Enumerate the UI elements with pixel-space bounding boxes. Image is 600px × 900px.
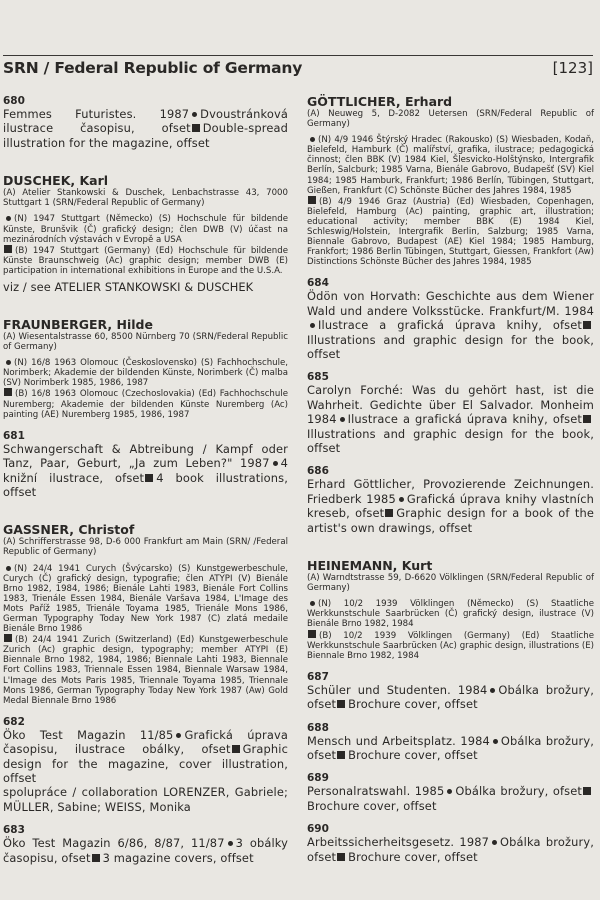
- entry-description: Carolyn Forché: Was du gehört hast, ist die Wahrheit. Gedichte über El Salvador. Monheim 1984 Ilustrace a grafická úprava knihy, ofsetIllustrations and graphic design for the book, offset: [307, 383, 594, 456]
- artist-duschek: [3, 174, 288, 294]
- english-square-icon: [308, 630, 316, 638]
- artist-bio-english: (B) 10/2 1939 Völklingen (Germany) (Ed) Staatliche Werkkunstschule Saarbrücken (Ac) graphic design, illustrations (E) Biennale Brno 1982, 1984: [307, 630, 594, 661]
- english-square-icon: [337, 700, 345, 708]
- left-column: [3, 95, 288, 865]
- entry-number: 687: [307, 670, 329, 683]
- artist-bio-czech: (N) 10/2 1939 Völklingen (Německo) (S) Staatliche Werkkunstschule Saarbrücken (Č) grafický design, ilustrace (V) Bienále Brno 1982, 1984: [307, 599, 594, 630]
- czech-bullet-icon: [310, 137, 315, 142]
- page-number: [123]: [552, 59, 593, 77]
- czech-bullet-icon: [176, 733, 181, 738]
- czech-bullet-icon: [492, 840, 497, 845]
- artist-address: (A) Neuweg 5, D-2082 Uetersen (SRN/Federal Republic of Germany): [307, 109, 594, 130]
- czech-bullet-icon: [340, 417, 345, 422]
- entry-description: Schüler und Studenten. 1984 Obálka brožury, ofset Brochure cover, offset: [307, 682, 595, 712]
- english-square-icon: [583, 787, 591, 795]
- entry-number: 688: [307, 721, 329, 734]
- artist-fraunberger: [3, 318, 288, 420]
- artist-bio-czech: (N) 16/8 1963 Olomouc (Československo) (S) Fachhochschule, Norimberk; Akademie der bildenden Künste, Norimberk (Č) malba (SV) Norimberk 1985, 1986, 1987: [3, 358, 288, 389]
- entry-description: Ödön von Horvath: Geschichte aus dem Wiener Wald und andere Volksstücke. Frankfurt/M. 1984Ilustrace a grafická úprava knihy, ofsetIllustrations and graphic design for the book, offset: [307, 289, 594, 362]
- section-title: SRN / Federal Republic of Germany: [3, 59, 303, 77]
- artist-bio-english: (B) 16/8 1963 Olomouc (Czechoslovakia) (Ed) Fachhochschule Nuremberg; Akademie der bildenden Künste Nuremberg (Ac) painting (AE) Nuremberg 1985, 1986, 1987: [3, 389, 288, 420]
- czech-bullet-icon: [273, 461, 278, 466]
- entry-690: [307, 823, 594, 864]
- artist-name: GASSNER, Christof: [3, 522, 135, 538]
- artist-name: FRAUNBERGER, Hilde: [3, 316, 153, 332]
- english-square-icon: [337, 853, 345, 861]
- entry-683: [3, 824, 288, 865]
- page-header: [3, 59, 593, 77]
- czech-bullet-icon: [399, 497, 404, 502]
- entry-number: 686: [307, 465, 329, 478]
- artist-address: (A) Wiesentalstrasse 60, 8500 Nürnberg 70 (SRN/Federal Republic of Germany): [3, 331, 288, 353]
- entry-number: 680: [3, 95, 25, 107]
- english-square-icon: [337, 751, 345, 759]
- artist-bio-czech: (N) 4/9 1946 Štýrský Hradec (Rakousko) (S) Wiesbaden, Kodaň, Bielefeld, Hamburk (Č) malířství, grafika, ilustrace; pedagogická činnost; člen BBK (V) 1984 Kiel, Šlesvicko-Holštýnsko, Intergrafik Berlín, Salcburk; 1985 Varna, Bienále Gabrovo, Budapešť (SV) Kiel 1984; 1985 Hamburk, Frankfurt; 1986 Berlín, Tübingen, Stuttgart, Gießen, Frankfurt (C) Schönste Bücher des Jahres 1984, 1985: [307, 135, 594, 196]
- entry-description: Femmes Futuristes. 1987 Dvoustránková ilustrace časopisu, ofset Double-spread illustration for the magazine, offset: [3, 107, 288, 150]
- entry-description: Personalratswahl. 1985 Obálka brožury, ofsetBrochure cover, offset: [307, 784, 594, 813]
- entry-description: Öko Test Magazin 6/86, 8/87, 11/87 3 obálky časopisu, ofset 3 magazine covers, offset: [3, 836, 288, 865]
- czech-bullet-icon: [228, 841, 233, 846]
- artist-address: (A) Atelier Stankowski & Duschek, Lenbachstrasse 43, 7000 Stuttgart 1 (SRN/Federal Republic of Germany): [3, 188, 288, 209]
- czech-bullet-icon: [310, 323, 315, 328]
- entry-680: [3, 95, 288, 150]
- entry-description: Öko Test Magazin 11/85 Grafická úprava časopisu, ilustrace obálky, ofset Graphic design for the magazine, cover illustration, offset: [3, 727, 288, 786]
- czech-bullet-icon: [493, 739, 498, 744]
- english-square-icon: [232, 745, 240, 753]
- english-square-icon: [4, 388, 12, 396]
- artist-name: HEINEMANN, Kurt: [307, 558, 433, 574]
- artist-gassner: [3, 523, 288, 706]
- czech-bullet-icon: [490, 688, 495, 693]
- artist-heinemann: [307, 559, 594, 661]
- artist-address: (A) Warndtstrasse 59, D-6620 Völklingen (SRN/Federal Republic of Germany): [307, 573, 594, 594]
- entry-description: Schwangerschaft & Abtreibung / Kampf oder Tanz, Paar, Geburt, „Ja zum Leben?" 1987 4 knižní ilustrace, ofset 4 book illustrations, offset: [3, 441, 288, 499]
- entry-686: [307, 465, 594, 535]
- czech-bullet-icon: [310, 601, 315, 606]
- english-square-icon: [192, 124, 200, 132]
- entry-number: 683: [3, 824, 25, 837]
- entry-number: 685: [307, 371, 329, 384]
- artist-gottlicher: [307, 95, 594, 267]
- artist-bio-english: (B) 1947 Stuttgart (Germany) (Ed) Hochschule für bildende Künste Braunschweig (Ac) graphic design; member DWB (E) participation in international exhibitions in Europe and the U.S.A.: [3, 245, 288, 276]
- english-square-icon: [308, 196, 316, 204]
- entry-685: [307, 371, 594, 455]
- english-square-icon: [4, 245, 12, 253]
- entry-number: 690: [307, 823, 329, 836]
- entry-682: [3, 716, 288, 814]
- english-square-icon: [583, 321, 591, 329]
- artist-bio-czech: (N) 24/4 1941 Curych (Švýcarsko) (S) Kunstgewerbeschule, Curych (Č) grafický design, typografie; člen ATYPI (V) Bienále Brno 1982, 1984, 1986; Bienále Lahti 1983, Bienále Fort Collins 1983, Trienále Essen 1984, Bienále Varšava 1984, L'Image des Mots Paříž 1985, Trienále Toyama 1985, Trienále Mons 1986, German Typography Today New York 1987 (C) zlatá medaile Bienále Brno 1986: [3, 563, 288, 635]
- header-rule: [3, 55, 593, 56]
- entry-681: [3, 430, 288, 500]
- english-square-icon: [145, 474, 153, 482]
- entry-687: [307, 671, 594, 712]
- entry-description: Mensch und Arbeitsplatz. 1984 Obálka brožury, ofset Brochure cover, offset: [307, 733, 595, 763]
- entry-number: 681: [3, 429, 25, 442]
- artist-name: GÖTTLICHER, Erhard: [307, 94, 453, 109]
- artist-bio-english: (B) 4/9 1946 Graz (Austria) (Ed) Wiesbaden, Copenhagen, Bielefeld, Hamburg (Ac) painting, graphic art, illustration; educational activity; member BBK (E) 1984 Kiel, Schleswig/Holstein, Intergrafik Berlin, Salzburg; 1985 Varna, Biennale Gabrovo, Budapest (AE) Kiel 1984; 1985 Hamburg, Frankfort; 1986 Berlin Tübingen, Stuttgart, Giessen, Frankfort (Aw) Distinctions Schönste Bücher des Jahres 1984, 1985: [307, 196, 594, 268]
- entry-689: [307, 772, 594, 813]
- entry-number: 682: [3, 715, 25, 728]
- entry-description: Arbeitssicherheitsgesetz. 1987 Obálka brožury, ofset Brochure cover, offset: [307, 835, 594, 864]
- collaboration-credit: spolupráce / collaboration LORENZER, Gabriele; MÜLLER, Sabine; WEISS, Monika: [3, 785, 288, 814]
- english-square-icon: [92, 854, 100, 862]
- artist-address: (A) Schrifferstrasse 98, D-6 000 Frankfurt am Main (SRN/ /Federal Republic of Germany): [3, 537, 288, 558]
- entry-684: [307, 277, 594, 361]
- entry-description: Erhard Göttlicher, Provozierende Zeichnungen. Friedberk 1985 Grafická úprava knihy vlastních kreseb, ofset Graphic design for a book of the artist's own drawings, offset: [307, 477, 594, 535]
- english-square-icon: [4, 634, 12, 642]
- english-square-icon: [385, 509, 393, 517]
- artist-name: DUSCHEK, Karl: [3, 173, 109, 189]
- see-reference: viz / see ATELIER STANKOWSKI & DUSCHEK: [3, 279, 254, 294]
- entry-number: 689: [307, 772, 329, 785]
- right-column: [307, 95, 594, 864]
- czech-bullet-icon: [192, 112, 197, 117]
- czech-bullet-icon: [6, 360, 11, 365]
- artist-bio-czech: (N) 1947 Stuttgart (Německo) (S) Hochschule für bildende Künste, Brunšvik (Č) grafický design; člen DWB (V) účast na mezinárodních výstavách v Evropě a USA: [3, 214, 288, 245]
- entry-number: 684: [307, 277, 329, 290]
- czech-bullet-icon: [6, 216, 11, 221]
- entry-688: [307, 722, 594, 763]
- english-square-icon: [583, 415, 591, 423]
- czech-bullet-icon: [447, 789, 452, 794]
- artist-bio-english: (B) 24/4 1941 Zurich (Switzerland) (Ed) Kunstgewerbeschule Zurich (Ac) graphic design, typography; member ATYPI (E) Biennale Brno 1982, 1984, 1986; Biennale Lahti 1983, Biennale Fort Collins 1983, Triennale Essen 1984, Biennale Warsaw 1984, L'Image des Mots Paris 1985, Triennale Toyama 1985, Triennale Mons 1986, German Typography Today New York 1987 (Aw) Gold Medal Biennale Brno 1986: [3, 635, 288, 706]
- czech-bullet-icon: [6, 566, 11, 571]
